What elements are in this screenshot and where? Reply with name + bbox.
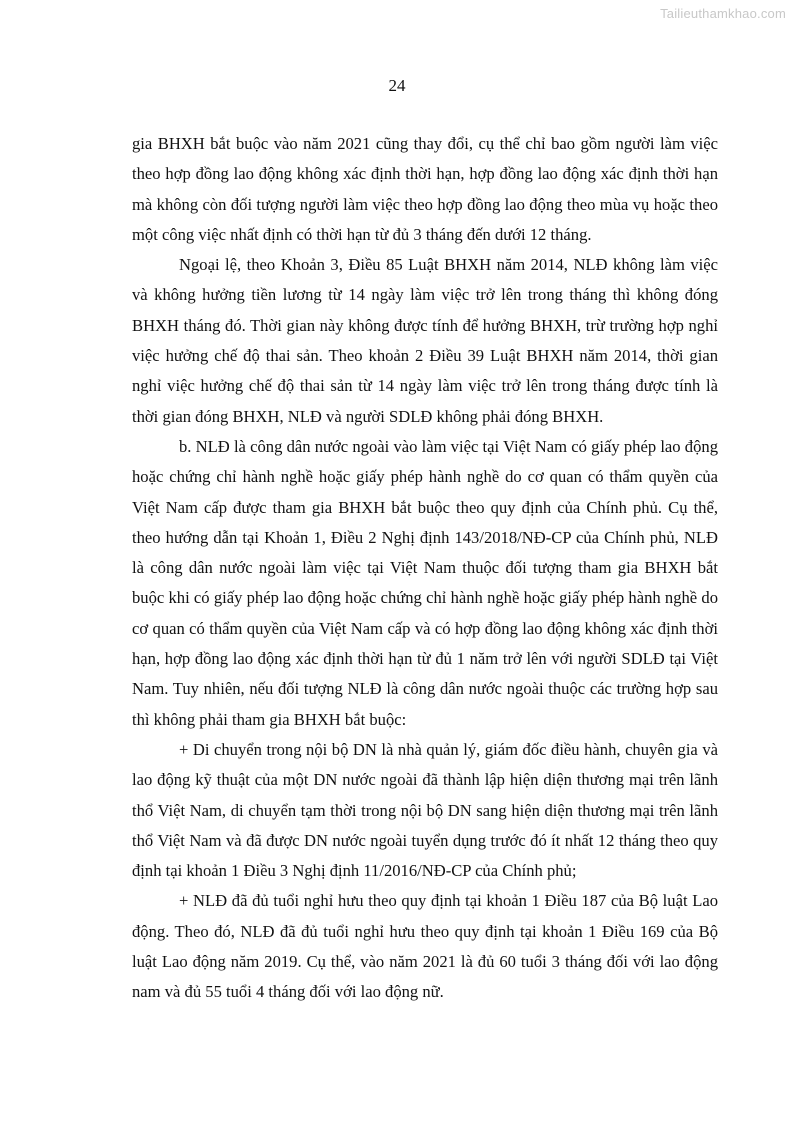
paragraph-exception: Ngoại lệ, theo Khoản 3, Điều 85 Luật BHXH năm 2014, NLĐ không làm việc và không hưởng tiền lương từ 14 ngày làm việc trở lên trong tháng thì không đóng BHXH tháng đó. Thời gian này không được tính để hưởng BHXH, trừ trường hợp nghỉ việc hưởng chế độ thai sản. Theo khoản 2 Điều 39 Luật BHXH năm 2014, thời gian nghỉ việc hưởng chế độ thai sản từ 14 ngày làm việc trở lên trong tháng được tính là thời gian đóng BHXH, NLĐ và người SDLĐ không phải đóng BHXH. <box>132 255 718 426</box>
paragraph-exemption-transfer: + Di chuyển trong nội bộ DN là nhà quản lý, giám đốc điều hành, chuyên gia và lao động kỹ thuật của một DN nước ngoài đã thành lập hiện diện thương mại trên lãnh thổ Việt Nam, di chuyển tạm thời trong nội bộ DN sang hiện diện thương mại trên lãnh thổ Việt Nam và đã được DN nước ngoài tuyển dụng trước đó ít nhất 12 tháng theo quy định tại khoản 1 Điều 3 Nghị định 11/2016/NĐ-CP của Chính phủ; <box>132 739 718 881</box>
document-body <box>132 129 718 1008</box>
paragraph-continuation: gia BHXH bắt buộc vào năm 2021 cũng thay đổi, cụ thể chỉ bao gồm người làm việc theo hợp đồng lao động không xác định thời hạn, hợp đồng lao động xác định thời hạn mà không còn đối tượng người làm việc theo hợp đồng lao động theo mùa vụ hoặc theo một công việc nhất định có thời hạn từ đủ 3 tháng đến dưới 12 tháng. <box>132 134 718 244</box>
paragraph-exemption-retirement: + NLĐ đã đủ tuổi nghỉ hưu theo quy định tại khoản 1 Điều 187 của Bộ luật Lao động. Theo đó, NLĐ đã đủ tuổi nghỉ hưu theo quy định tại khoản 1 Điều 169 của Bộ luật Lao động năm 2019. Cụ thể, vào năm 2021 là đủ 60 tuổi 3 tháng đối với lao động nam và đủ 55 tuổi 4 tháng đối với lao động nữ. <box>132 891 718 1002</box>
page-number: 24 <box>388 76 406 95</box>
paragraph-foreign-workers: b. NLĐ là công dân nước ngoài vào làm việc tại Việt Nam có giấy phép lao động hoặc chứng chỉ hành nghề hoặc giấy phép hành nghề do cơ quan có thẩm quyền của Việt Nam cấp được tham gia BHXH bắt buộc theo quy định của Chính phủ. Cụ thể, theo hướng dẫn tại Khoản 1, Điều 2 Nghị định 143/2018/NĐ-CP của Chính phủ, NLĐ là công dân nước ngoài làm việc tại Việt Nam thuộc đối tượng tham gia BHXH bắt buộc khi có giấy phép lao động hoặc chứng chỉ hành nghề hoặc giấy phép hành nghề do cơ quan có thẩm quyền của Việt Nam cấp và có hợp đồng lao động không xác định thời hạn, hợp đồng lao động xác định thời hạn từ đủ 1 năm trở lên với người SDLĐ tại Việt Nam. Tuy nhiên, nếu đối tượng NLĐ là công dân nước ngoài thuộc các trường hợp sau thì không phải tham gia BHXH bắt buộc: <box>132 436 718 729</box>
watermark-text: Tailieuthamkhao.com <box>660 6 786 21</box>
